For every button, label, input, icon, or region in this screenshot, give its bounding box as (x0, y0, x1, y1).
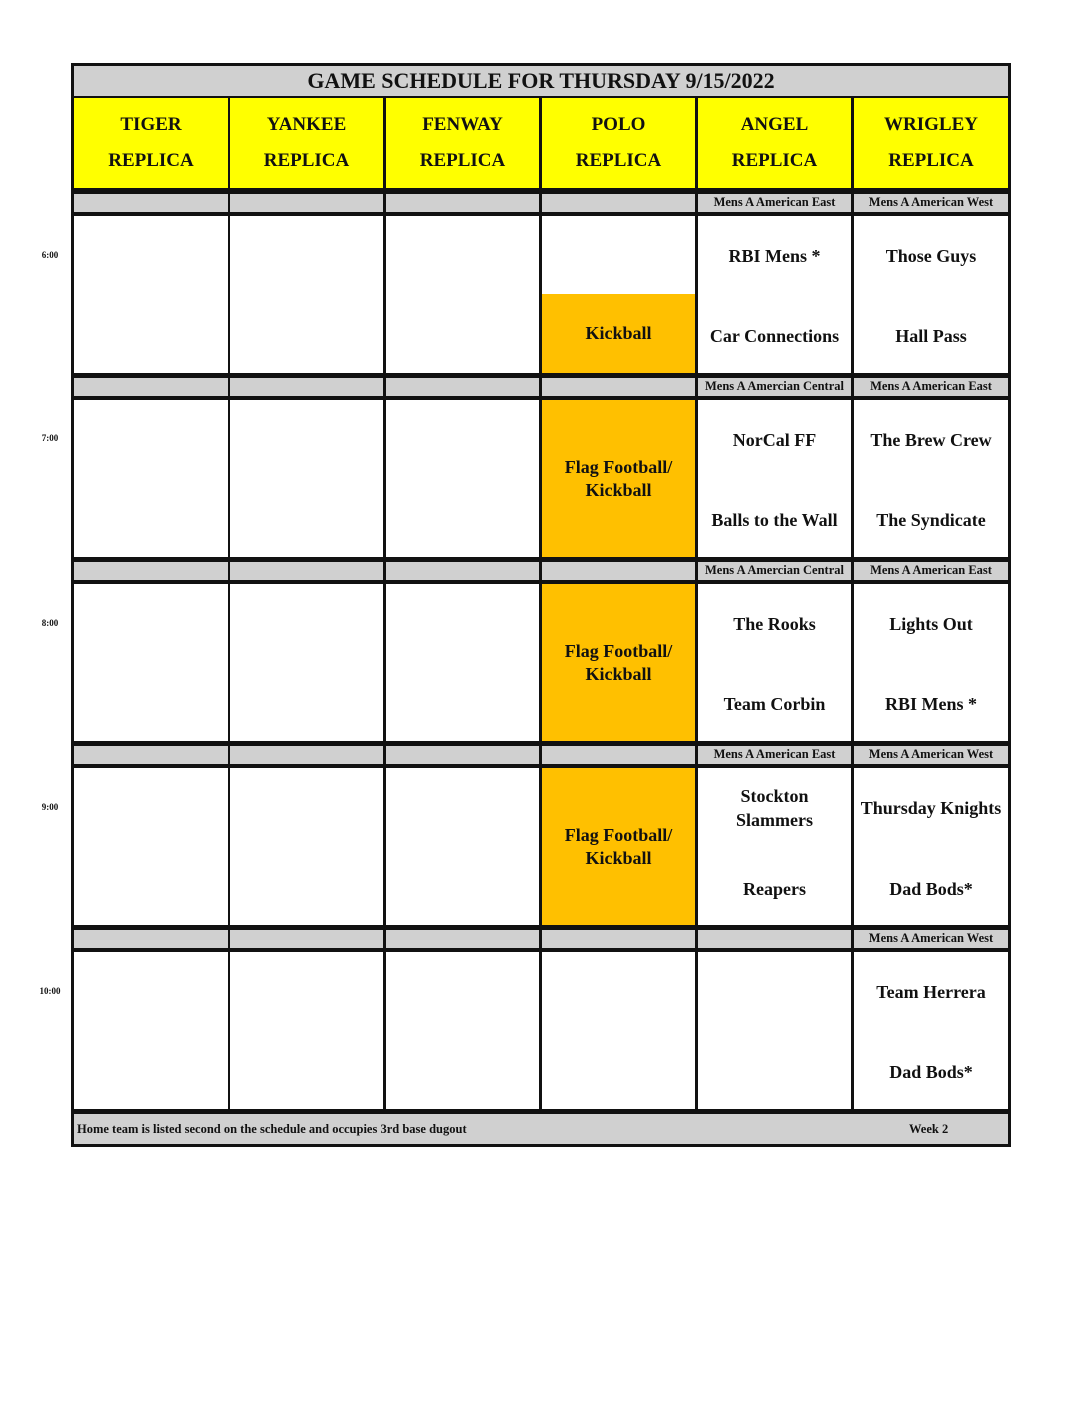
field-name: WRIGLEY (884, 114, 978, 135)
division-label: Mens A American West (854, 194, 1008, 212)
empty-cell (386, 216, 539, 373)
empty-cell (386, 952, 539, 1109)
division-label: Mens A American East (854, 562, 1008, 580)
game-cell (854, 584, 1008, 741)
empty-cell (74, 768, 228, 925)
division-band (74, 746, 228, 764)
division-band (74, 562, 228, 580)
away-team: Thursday Knights (860, 798, 1002, 818)
empty-cell (542, 952, 695, 1109)
field-sub: REPLICA (575, 150, 662, 171)
home-team: The Syndicate (876, 510, 986, 530)
division-label: Mens A Amercian Central (698, 378, 851, 396)
division-band (386, 562, 539, 580)
game-cell (698, 400, 851, 557)
division-band (386, 746, 539, 764)
field-header-angel (698, 98, 851, 188)
division-band (74, 930, 228, 948)
field-header-polo (542, 98, 695, 188)
game-cell (854, 400, 1008, 557)
home-team-note: Home team is listed second on the schedule and occupies 3rd base dugout (77, 1122, 467, 1136)
division-label: Mens A American East (698, 194, 851, 212)
home-team: Reapers (743, 879, 806, 899)
away-team: Those Guys (885, 246, 977, 266)
empty-cell (230, 400, 383, 557)
field-name: TIGER (120, 114, 182, 135)
game-cell (854, 952, 1008, 1109)
division-label: Mens A American West (854, 746, 1008, 764)
empty-cell (230, 216, 383, 373)
home-team: Dad Bods* (889, 879, 973, 899)
week-label: Week 2 (909, 1122, 949, 1136)
field-sub: REPLICA (419, 150, 506, 171)
flag-football-block: Flag Football/ Kickball (542, 584, 695, 741)
game-cell (698, 584, 851, 741)
home-team: Dad Bods* (889, 1062, 973, 1082)
field-sub: REPLICA (108, 150, 194, 171)
away-team: Lights Out (889, 614, 973, 634)
empty-cell (74, 400, 228, 557)
division-band (230, 930, 383, 948)
kickball-block: Kickball (542, 294, 695, 373)
time-label: 10:00 (39, 986, 61, 996)
field-header-fenway (386, 98, 539, 188)
division-label: Mens A American West (854, 930, 1008, 948)
division-band (386, 194, 539, 212)
division-label: Mens A American East (698, 746, 851, 764)
flag-football-block: Flag Football/ Kickball (542, 768, 695, 925)
division-band (74, 194, 228, 212)
away-team: Team Herrera (876, 982, 986, 1002)
division-band (386, 378, 539, 396)
footer-bar (74, 1114, 1008, 1144)
time-label: 7:00 (41, 433, 59, 443)
field-header-wrigley (854, 98, 1008, 188)
empty-cell (386, 768, 539, 925)
field-sub: REPLICA (263, 150, 350, 171)
division-band (230, 746, 383, 764)
away-team: Stockton Slammers (736, 786, 813, 830)
division-band (542, 378, 695, 396)
home-team: Car Connections (709, 326, 840, 346)
division-band (74, 378, 228, 396)
division-band (542, 930, 695, 948)
field-sub: REPLICA (731, 150, 818, 171)
game-cell (698, 216, 851, 373)
home-team: RBI Mens * (884, 694, 977, 714)
time-label: 6:00 (41, 250, 59, 260)
empty-cell (230, 952, 383, 1109)
flag-football-block: Flag Football/ Kickball (542, 400, 695, 557)
division-band (230, 378, 383, 396)
time-label: 9:00 (41, 802, 59, 812)
field-header-yankee (230, 98, 383, 188)
away-team: The Rooks (733, 614, 816, 634)
empty-cell (386, 584, 539, 741)
division-label: Mens A Amercian Central (698, 562, 851, 580)
empty-cell (74, 216, 228, 373)
division-band (698, 930, 851, 948)
division-label: Mens A American East (854, 378, 1008, 396)
time-label: 8:00 (41, 618, 59, 628)
game-cell (854, 768, 1008, 925)
division-band (230, 562, 383, 580)
empty-cell (74, 952, 228, 1109)
schedule-title: GAME SCHEDULE FOR THURSDAY 9/15/2022 (74, 66, 1008, 96)
game-cell (854, 216, 1008, 373)
home-team: Team Corbin (723, 694, 826, 714)
empty-cell (230, 768, 383, 925)
home-team: Balls to the Wall (711, 510, 838, 530)
field-name: YANKEE (266, 114, 347, 135)
division-band (230, 194, 383, 212)
field-name: ANGEL (740, 114, 809, 135)
division-band (542, 562, 695, 580)
field-name: POLO (591, 114, 646, 135)
division-band (386, 930, 539, 948)
field-name: FENWAY (422, 114, 503, 135)
away-team: RBI Mens * (728, 246, 821, 266)
empty-cell (386, 400, 539, 557)
away-team: NorCal FF (732, 430, 817, 450)
field-sub: REPLICA (888, 150, 974, 171)
empty-cell (698, 952, 851, 1109)
division-band (542, 746, 695, 764)
away-team: The Brew Crew (870, 430, 992, 450)
home-team: Hall Pass (895, 326, 967, 346)
empty-cell (230, 584, 383, 741)
division-band (542, 194, 695, 212)
empty-cell (74, 584, 228, 741)
field-header-tiger (74, 98, 228, 188)
